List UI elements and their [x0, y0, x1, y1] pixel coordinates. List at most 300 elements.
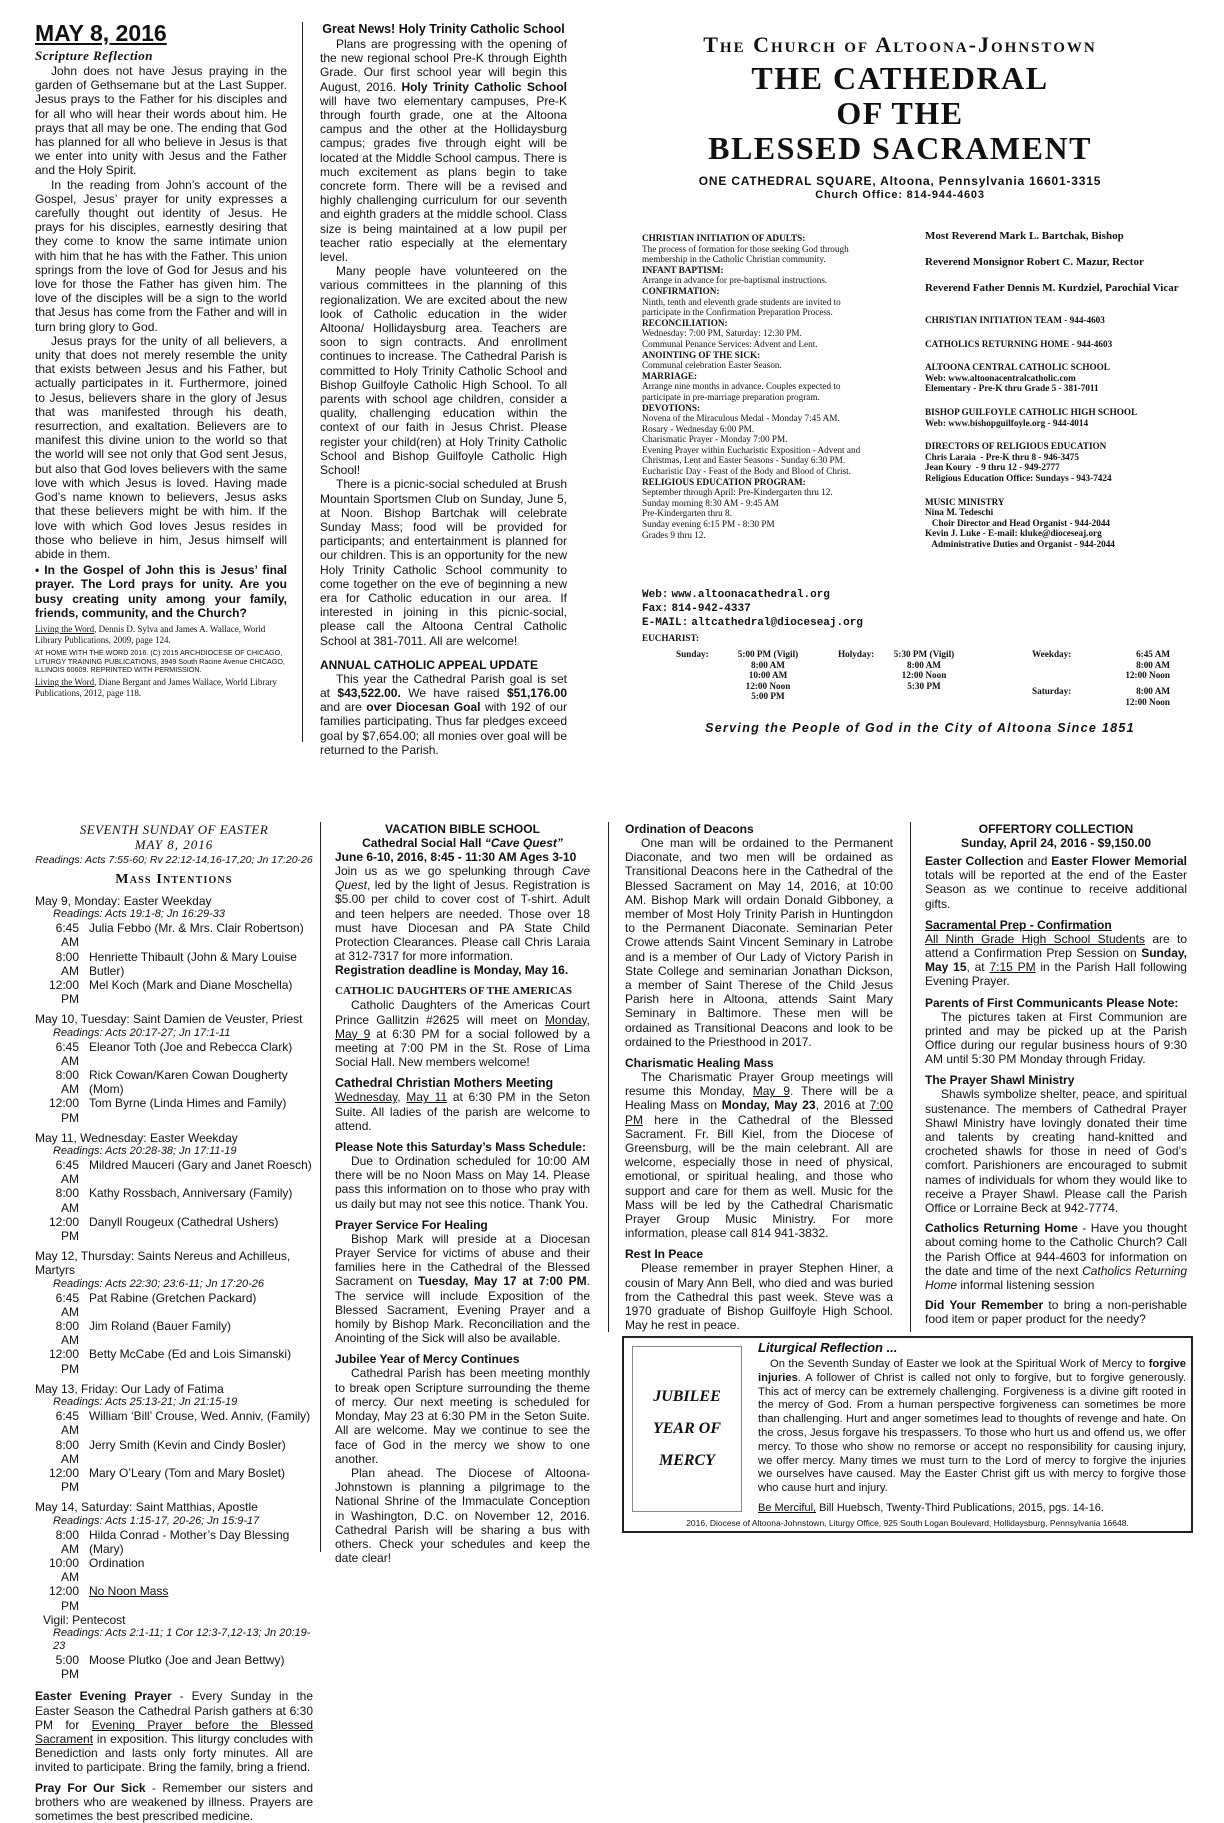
service-line: participate in the Confirmation Preparation Process. — [642, 307, 833, 318]
contact-block — [642, 588, 932, 628]
intention-day: May 13, Friday: Our Lady of Fatima — [35, 1381, 224, 1396]
service-line: Pre-Kindergarten thru 8. — [642, 508, 732, 519]
eep-c: in exposition. This liturgy concludes with Benediction and lasts only forty minutes. All are invited to participate. Bring the family, bring a friend. — [35, 1731, 313, 1775]
mass-time: 6:45 AM — [55, 1039, 79, 1068]
cathedral-title-3: BLESSED SACRAMENT — [708, 130, 1092, 166]
service-line: Wednesday: 7:00 PM, Saturday: 12:30 PM. — [642, 328, 802, 339]
lr-a: On the Seventh Sunday of Easter we look at the Spiritual Work of Mercy to — [770, 1358, 1149, 1370]
address: ONE CATHEDRAL SQUARE, Altoona, Pennsylvania 16601-3315 — [698, 174, 1102, 188]
divider-bottom-2 — [608, 822, 609, 1332]
intention-row — [35, 1215, 313, 1243]
rip-text: Please remember in prayer Stephen Hiner, a cousin of Mary Ann Bell, who died and was buried from the Cathedral this past week. Steve was a 1970 graduate of Bishop Guilfoyle High School. May he rest in peace. — [625, 1261, 893, 1333]
divider-bottom-3 — [910, 822, 911, 1332]
liturgical-reflection-footer: 2016, Diocese of Altoona-Johnstown, Liturgy Office, 925 South Logan Boulevard, Hollidaysburg, Pennsylvania 16648. — [686, 1518, 1129, 1528]
divider-bottom-1 — [320, 822, 321, 1552]
eep-heading: Easter Evening Prayer — [35, 1689, 172, 1704]
mass-time: 12:00 Noon — [1125, 696, 1170, 707]
chm-b: . There will be a Healing Mass on — [625, 1084, 893, 1113]
crh-a: - Have you thought about coming home to the Catholic Church? Call the Parish Office at 944-4603 for information on the date and time of the next — [925, 1221, 1187, 1278]
fax-row — [642, 602, 932, 616]
liturgical-reflection-text — [758, 1358, 1186, 1496]
service-line: Arrange in advance for pre-baptismal instructions. — [642, 275, 828, 286]
school-p1c: will have two elementary campuses, Pre-K through fourth grade, one at the Altoona campus and the other at the Hollidaysburg campus; grades five through eight will be located at the Middle School campus. There is much excitement as plans begin to take concrete form. There will be a revised and highly challenging curriculum for our seventh and eighth graders at the middle school. Class size is being maintained at a low pupil per teacher ratio especially at the elementary level. — [320, 93, 567, 265]
contact-group — [925, 497, 1195, 550]
mass-intention: Mildred Mauceri (Gary and Janet Roesch) — [89, 1158, 312, 1173]
service-heading: INFANT BAPTISM: — [642, 264, 724, 275]
charismatic-text — [625, 1070, 893, 1240]
web-label: Web: — [642, 589, 669, 601]
liturgical-reflection-box — [622, 1336, 1193, 1533]
contact-line: Nina M. Tedeschi — [925, 507, 994, 518]
appeal-goal: $43,522.00. — [337, 685, 401, 700]
holyday-label: Holyday: — [838, 649, 875, 659]
contact-group — [925, 441, 1195, 483]
vigil-heading: Vigil: Pentecost — [43, 1612, 126, 1627]
clergy-rector: Reverend Monsignor Robert C. Mazur, Rector — [925, 256, 1144, 268]
sr-paragraph-1: John does not have Jesus praying in the garden of Gethsemane but at the Last Supper. Jesus prays to the Father for his disciples and for all who will hear their words about him. He prays that all may be one. The ending that God has planned for all who believe in Jesus is that we enter into unity with Jesus and the Father and the Holy Spirit. — [35, 64, 287, 178]
intention-day: May 11, Wednesday: Easter Weekday — [35, 1130, 238, 1145]
confirmation-heading: Sacramental Prep - Confirmation — [925, 917, 1112, 932]
ordination-column — [625, 822, 893, 1332]
intention-row — [35, 1466, 313, 1494]
saturday-times — [1090, 686, 1170, 707]
mass-time: 8:00 AM — [907, 659, 941, 670]
conf-u1: All Ninth Grade High School Students — [925, 931, 1146, 946]
contact-line: DIRECTORS OF RELIGIOUS EDUCATION — [925, 441, 1107, 452]
service-heading: MARRIAGE: — [642, 370, 698, 381]
jubilee-text-2: Plan ahead. The Diocese of Altoona-Johnstown is planning a pilgrimage to the National Shrine of the Immaculate Conception in Washington, D.C. on November 12, 2016. Cathedral Parish will be sharing a bus with others. Check your schedules and keep the date clear! — [335, 1465, 590, 1566]
mass-time: 12:00 Noon — [1125, 670, 1170, 681]
mass-intention: Julia Febbo (Mr. & Mrs. Clair Robertson) — [89, 921, 304, 936]
mass-time: 6:45 AM — [1136, 649, 1170, 659]
citation-2 — [35, 677, 287, 699]
intention-row — [35, 950, 313, 978]
service-line: The process of formation for those seeking God through — [642, 243, 849, 254]
intention-day: May 14, Saturday: Saint Matthias, Apostle — [35, 1500, 258, 1515]
ordination-heading: Ordination of Deacons — [625, 822, 754, 836]
sick-heading: Pray For Our Sick — [35, 1780, 146, 1795]
vbs-heading: VACATION BIBLE SCHOOL — [385, 822, 540, 836]
sunday-readings: Readings: Acts 7:55-60; Rv 22:12-14,16-17,20; Jn 17:20-26 — [35, 854, 313, 866]
heal-c: . The service will include Exposition of the Blessed Sacrament, Evening Prayer and a homily by Bishop Mark. Reconciliation and the Anointing of the Sick will also be available. — [335, 1274, 590, 1346]
chm-u: May 9 — [752, 1084, 791, 1099]
mass-time: 10:00 AM — [48, 1555, 79, 1585]
appeal-b: We have raised — [400, 685, 507, 700]
ccm-heading: Cathedral Christian Mothers Meeting — [335, 1076, 554, 1091]
mass-time: 8:00 AM — [1136, 686, 1170, 696]
shawl-heading: The Prayer Shawl Ministry — [925, 1073, 1075, 1088]
intention-row — [35, 1319, 313, 1347]
service-line: Communal Penance Services: Advent and Lent. — [642, 338, 818, 349]
vbs-column — [335, 822, 591, 1566]
clergy-vicar: Reverend Father Dennis M. Kurdziel, Parochial Vicar — [925, 282, 1179, 294]
crh-text — [925, 1221, 1187, 1292]
off-and: and — [1023, 854, 1052, 868]
sick-body: - Remember our sisters and brothers who are weakened by illness. Prayers are sometimes the best prescribed medicine. — [35, 1780, 313, 1823]
mass-time: 6:45 AM — [55, 1158, 79, 1187]
jubilee-text-1: Cathedral Parish has been meeting monthly to break open Scripture surrounding the theme of mercy. Our next meeting is scheduled for Monday, May 23 at 6:30 PM in the Seton Suite. All are welcome. May we continue to see the face of God in the mercy we show to one another. — [335, 1366, 590, 1466]
contact-line: BISHOP GUILFOYLE CATHOLIC HIGH SCHOOL — [925, 406, 1138, 417]
service-heading: RELIGIOUS EDUCATION PROGRAM: — [642, 476, 806, 487]
intention-row — [35, 1556, 313, 1584]
mass-time: 8:00 AM — [751, 659, 785, 670]
mass-time: 12:00 PM — [48, 1347, 79, 1376]
eucharist-label: EUCHARIST: — [642, 633, 700, 643]
service-heading: CONFIRMATION: — [642, 285, 720, 296]
contact-group — [925, 339, 1195, 350]
lr-c: . A follower of Christ is called not only to forgive, but to forgive generously. This act of mercy can be extremely challenging. Forgiveness is a divine gift rooted in the mercy of God. From a human perspective forgiveness can sometimes be more than challenging. Hurt and anger sometimes lead to thoughts of revenge and hate. On the cross, Jesus forgave his trespassers. To those who hurt us and offend us, we offer mercy. To those who show no remorse or accept no responsibility for causing injury, we offer mercy. Many times we must turn to the Lord of mercy to forgive the injuries we ourselves have caused. May the Easter Christ gift us with mercy to forgive those who cause hurt and injury. — [758, 1371, 1186, 1495]
ccm-text — [335, 1090, 590, 1133]
citation-1 — [35, 624, 287, 646]
vigil-time: 5:00 PM — [55, 1652, 79, 1682]
contact-line: CATHOLICS RETURNING HOME - 944-4603 — [925, 338, 1113, 349]
off-rest: totals will be reported at the end of the Easter Season as we continue to receive additional gifts. — [925, 868, 1187, 911]
intention-row — [35, 1158, 313, 1186]
mass-time: 12:00 PM — [48, 1214, 79, 1244]
appeal-d: with 192 of our families participating. Thus far pledges exceed goal by $7,654.00; all monies over goal will be returned to the Parish. — [320, 700, 567, 757]
chm-time: 7:00 PM — [625, 1098, 894, 1127]
intention-row — [35, 1438, 313, 1466]
contact-group — [925, 407, 1195, 428]
contact-line: CHRISTIAN INITIATION TEAM - 944-4603 — [925, 315, 1105, 325]
offertory-date: Sunday, April 24, 2016 - $9,150.00 — [960, 836, 1152, 850]
service-line: Sunday morning 8:30 AM - 9:45 AM — [642, 497, 779, 508]
mass-intention: No Noon Mass — [89, 1584, 169, 1599]
vbs-deadline: Registration deadline is Monday, May 16. — [335, 963, 569, 978]
intention-readings: Readings: Acts 19:1-8; Jn 16:29-33 — [53, 908, 226, 921]
mass-time: 8:00 AM — [55, 1527, 79, 1556]
service-heading: ANOINTING OF THE SICK: — [642, 349, 761, 360]
intention-row — [35, 1068, 313, 1096]
service-line: Sunday evening 6:15 PM - 8:30 PM — [642, 519, 775, 530]
cda-a: Catholic Daughters of the Americas Court Prince Gallitzin #2625 will meet on — [335, 998, 590, 1027]
mass-time: 5:30 PM — [907, 680, 941, 691]
intentions-title: Mass Intentions — [115, 872, 233, 887]
saturday-label: Saturday: — [1032, 686, 1072, 696]
mass-time: 5:00 PM — [751, 691, 785, 702]
vigil-mass — [35, 1653, 313, 1681]
intention-row — [35, 1040, 313, 1068]
vbs-theme: “Cave Quest” — [484, 836, 563, 850]
mass-time: 5:00 PM (Vigil) — [737, 649, 799, 659]
school-heading: Great News! Holy Trinity Catholic School — [322, 22, 565, 36]
liturgical-reflection-citation — [758, 1502, 1104, 1515]
crh-i: Catholics Returning Home — [925, 1263, 1188, 1293]
chm-date: Monday, May 23 — [721, 1098, 816, 1113]
ccm-date: May 11 — [406, 1090, 448, 1105]
web-row — [642, 588, 932, 602]
first-communion-heading: Parents of First Communicants Please Note: — [925, 995, 1179, 1010]
jubilee-heading: Jubilee Year of Mercy Continues — [335, 1352, 520, 1367]
appeal-heading: ANNUAL CATHOLIC APPEAL UPDATE — [320, 657, 539, 672]
ccm-day: Wednesday — [335, 1090, 398, 1105]
contact-line: Web: www.altoonacentralcatholic.com — [925, 372, 1076, 383]
intention-row — [35, 1347, 313, 1375]
mass-time: 8:00 AM — [55, 1319, 79, 1348]
vbs-hall — [335, 836, 590, 850]
vbs-i: Cave Quest — [335, 864, 590, 893]
intention-row — [35, 1528, 313, 1556]
service-line: Evening Prayer within Eucharistic Exposition - Advent and — [642, 444, 861, 455]
church-name: The Church of Altoona-Johnstown — [703, 32, 1097, 57]
cda-text — [335, 998, 590, 1069]
mass-intention: Jim Roland (Bauer Family) — [89, 1319, 232, 1334]
dyr-text — [925, 1298, 1187, 1326]
contact-group — [925, 315, 1195, 326]
intention-row — [35, 921, 313, 949]
school-column — [320, 22, 568, 757]
mass-intention: Mary O’Leary (Tom and Mary Boslet) — [89, 1465, 286, 1480]
appeal-text — [320, 672, 567, 757]
mass-time: 12:00 Noon — [901, 670, 947, 681]
mass-time: 6:45 AM — [55, 1290, 79, 1319]
mass-time: 12:00 Noon — [745, 680, 791, 691]
appeal-c: and are — [320, 700, 367, 715]
heal-a: Bishop Mark will preside at a Diocesan Prayer Service for victims of abuse and their families here in the Cathedral of the Blessed Sacrament on — [335, 1231, 590, 1289]
offertory-column — [925, 822, 1187, 1332]
sunday-name: SEVENTH SUNDAY OF EASTER — [79, 822, 269, 837]
service-heading: CHRISTIAN INITIATION OF ADULTS: — [642, 233, 806, 243]
mass-intention: Kathy Rossbach, Anniversary (Family) — [89, 1186, 293, 1201]
mass-intention: Eleanor Toth (Joe and Rebecca Clark) — [89, 1039, 293, 1054]
evening-prayer-text — [35, 1689, 313, 1774]
scripture-column — [35, 20, 287, 740]
off-b2: Easter Flower Memorial — [1051, 854, 1187, 868]
masthead — [600, 30, 1200, 210]
sr-paragraph-2: In the reading from John’s account of the Gospel, Jesus’ prayer for unity expresses a carefully thought out identity of Jesus. He prays for his disciples, earnestly desiring that they come to know the same intimate union with him that he has with the Father. This union springs from the love of God for Jesus and his love for those the Father has given him. The love of the disciples will be a sign to the world that Jesus has come from the Father and will in turn bring glory to God. — [35, 177, 287, 334]
mass-time: 12:00 PM — [48, 1465, 79, 1495]
contact-line: Kevin J. Luke - E-mail: kluke@dioceseaj.org — [925, 528, 1102, 539]
contact-group — [925, 362, 1195, 394]
school-p1a: Plans are progressing with the opening of the new regional school Pre-K through Eighth Grade. Our first school year will begin this August, 2016. — [320, 37, 567, 94]
conf-time: 7:15 PM — [989, 960, 1036, 975]
contact-line: MUSIC MINISTRY — [925, 496, 1005, 507]
tagline: Serving the People of God in the City of Altoona Since 1851 — [705, 721, 1135, 735]
intention-readings: Readings: Acts 1:15-17, 20-26; Jn 15:9-17 — [53, 1514, 260, 1527]
clergy-bishop: Most Reverend Mark L. Bartchak, Bishop — [925, 230, 1124, 242]
cathedral-title-2: OF THE — [836, 95, 964, 131]
sr-question: • In the Gospel of John this is Jesus’ final prayer. The Lord prays for unity. Are you busy creating unity among your family, friends, community, and the Church? — [35, 563, 287, 620]
intention-day: May 12, Thursday: Saints Nereus and Achilleus, Martyrs — [35, 1249, 291, 1278]
sunday-times — [708, 649, 828, 702]
jubilee-logo — [632, 1346, 742, 1512]
intention-day: May 9, Monday: Easter Weekday — [35, 894, 212, 908]
healing-heading: Prayer Service For Healing — [335, 1217, 488, 1232]
intention-row — [35, 1186, 313, 1214]
school-paragraph-3: There is a picnic-social scheduled at Brush Mountain Sportsmen Club on Sunday, June 5, at Noon. Bishop Bartchak will celebrate Sunday Mass; food will be provided for participants; and entertainment is planned for our children. This is an opportunity for the new Holy Trinity Catholic School community to come together on the eve of beginning a new era for Catholic education in our area. If interested in joining in this picnic-social, please call the Altoona Central Catholic School at 381-7011. All are welcome! — [320, 477, 567, 648]
mass-time: 10:00 AM — [748, 670, 788, 681]
mass-intention: Rick Cowan/Karen Cowan Dougherty (Mom) — [89, 1068, 288, 1097]
service-line: participate in pre-marriage preparation program. — [642, 391, 820, 402]
fax-label: Fax: — [642, 603, 669, 615]
sunday-label: Sunday: — [676, 649, 709, 659]
cda-heading: CATHOLIC DAUGHTERS OF THE AMERICAS — [335, 985, 572, 998]
intention-row — [35, 978, 313, 1006]
intentions-column — [35, 822, 314, 1823]
healing-text — [335, 1232, 590, 1346]
saturday-note-heading: Please Note this Saturday’s Mass Schedule: — [335, 1140, 586, 1155]
liturgical-reflection-title: Liturgical Reflection ... — [758, 1340, 898, 1355]
intention-day: May 10, Tuesday: Saint Damien de Veuster, Priest — [35, 1012, 303, 1027]
vigil-intention: Moose Plutko (Joe and Jean Bettwy) — [89, 1652, 285, 1667]
service-line: September through April: Pre-Kindergarten thru 12. — [642, 487, 833, 498]
dyr-heading: Did Your Remember — [925, 1298, 1044, 1313]
clergy-block — [925, 230, 1195, 640]
vbs-a: Join us as we go spelunking through — [335, 864, 562, 878]
citation-small: AT HOME WITH THE WORD 2016. (C) 2015 ARCHDIOCESE OF CHICAGO, LITURGY TRAINING PUBLICATIONS, 3949 South Racine Avenue CHICAGO, ILLINOIS 60609. REPRINTED WITH PERMISSION. — [35, 647, 285, 675]
citation-2-rest: , Diane Bergant and James Wallace, World Library Publications, 2012, page 118. — [35, 676, 277, 698]
conf-b: , at — [966, 960, 990, 975]
ccm-sep: , — [397, 1090, 407, 1105]
appeal-raised: $51,176.00 — [506, 685, 568, 700]
contact-line: ALTOONA CENTRAL CATHOLIC SCHOOL — [925, 362, 1110, 373]
eucharist-schedule — [642, 633, 1182, 713]
mass-intention: Tom Byrne (Linda Himes and Family) — [89, 1096, 287, 1111]
crh-heading: Catholics Returning Home — [925, 1221, 1078, 1236]
sick-text — [35, 1781, 313, 1823]
mass-time: 8:00 AM — [55, 1186, 79, 1215]
conf-a: are to attend a Confirmation Prep Session on — [925, 931, 1187, 961]
mass-time: 6:45 AM — [55, 1409, 79, 1438]
heal-b: Tuesday, May 17 at 7:00 PM — [418, 1274, 587, 1289]
lr-cite-rest: Bill Huebsch, Twenty-Third Publications, 2015, pgs. 14-16. — [816, 1502, 1104, 1514]
chm-c: , 2016 at — [815, 1098, 870, 1113]
mass-intention: Betty McCabe (Ed and Lois Simanski) — [89, 1347, 292, 1362]
conf-date: Sunday, May 15 — [925, 946, 1187, 975]
school-paragraph-2: Many people have volunteered on the various committees in the planning of this regionalization. We are excited about the new look of Catholic education in the wider Altoona/ Hollidaysburg area. Teachers are soon to sign contracts. And enrollment continues to increase. The Cathedral Parish is committed to Holy Trinity Catholic School and Bishop Guilfoyle Catholic High School. To all parents with school age children, consider a quality, challenging education within the context of our faith in Jesus Christ. Please register your child(ren) at Holy Trinity Catholic School and Bishop Guilfoyle Catholic High School! — [320, 264, 567, 478]
mass-time: 8:00 AM — [55, 1068, 79, 1097]
lr-cite-title: Be Merciful, — [758, 1502, 817, 1514]
mass-intention: Hilda Conrad - Mother’s Day Blessing (Mary) — [89, 1527, 290, 1556]
page-date: MAY 8, 2016 — [35, 20, 167, 46]
mass-time: 8:00 AM — [55, 1437, 79, 1466]
church-office: Church Office: 814-944-4603 — [815, 189, 985, 201]
mass-intention: Ordination — [89, 1555, 145, 1570]
contact-line: Jean Koury - 9 thru 12 - 949-2777 — [925, 462, 1060, 473]
appeal-over: over Diocesan Goal — [366, 700, 481, 715]
intention-row — [35, 1096, 313, 1124]
offertory-text — [925, 854, 1187, 911]
service-line: Communal celebration Easter Season. — [642, 360, 782, 371]
intention-row — [35, 1584, 313, 1612]
service-heading: RECONCILIATION: — [642, 317, 728, 328]
service-line: Ninth, tenth and eleventh grade students are invited to — [642, 296, 841, 307]
contact-line: Choir Director and Head Organist - 944-2044 — [925, 517, 1111, 528]
mass-intention: Danyll Rougeux (Cathedral Ushers) — [89, 1214, 279, 1229]
lr-b: forgive injuries — [758, 1358, 1186, 1384]
jubilee-word-1: JUBILEE — [653, 1388, 721, 1405]
citation-1-title: Living the Word — [35, 623, 95, 634]
mass-time: 12:00 PM — [48, 978, 79, 1007]
email-row — [642, 616, 932, 630]
service-line: Novena of the Miraculous Medal - Monday 7:45 AM. — [642, 413, 840, 424]
crh-c: informal listening session — [957, 1278, 1095, 1293]
vigil-readings: Readings: Acts 2:1-11; 1 Cor 12:3-7,12-13; Jn 20:19-23 — [53, 1626, 311, 1652]
shawl-text: Shawls symbolize shelter, peace, and spiritual sustenance. The members of Cathedral Prayer Shawl Ministry have lovingly donated their time and talents by creating hand-knitted and crocheted shawls for those in need of God’s comfort. Parishioners are encouraged to submit names of individuals for whom they would like to receive a Prayer Shawl. Please call the Parish Office or Lorraine Beck at 942-7774. — [925, 1087, 1187, 1216]
mass-intention: Mel Koch (Mark and Diane Moschella) — [89, 978, 293, 993]
intention-row — [35, 1409, 313, 1437]
service-heading: DEVOTIONS: — [642, 402, 701, 413]
first-communion-text: The pictures taken at First Communion are printed and may be picked up at the Parish Office during our regular business hours of 9:30 AM until 5:30 PM Monday through Friday. — [925, 1009, 1187, 1067]
offertory-heading: OFFERTORY COLLECTION — [978, 822, 1134, 836]
email-label: E-MAIL: — [642, 617, 689, 629]
mass-time: 6:45 AM — [55, 921, 79, 950]
services-list — [642, 233, 924, 578]
intention-readings: Readings: Acts 20:28-38; Jn 17:11-19 — [53, 1145, 237, 1158]
citation-1-rest: , Dennis D. Sylva and James A. Wallace, World Library Publications, 2009, page 124. — [35, 623, 266, 645]
holyday-times — [864, 649, 984, 691]
ordination-text: One man will be ordained to the Permanent Diaconate, and two men will be ordained as Transitional Deacons here in the Cathedral of the Blessed Sacrament on May 14, 2016, at 10:00 AM. Bishop Mark will ordain Donald Gibboney, a member of Most Holy Trinity Parish in Huntingdon to the Permanent Diaconate. Seminarian Peter Crowe attends Saint Vincent Seminary in Latrobe and is a member of Our Lady of Victory Parish in State College and seminarian Jonathan Dickson, a member of Saint Therese of the Child Jesus Parish here in Altoona, attends Saint Mary Seminary in Baltimore. These men will be ordained as Transitional Deacons and look to be ordained to the Priesthood in 2017. — [625, 836, 893, 1049]
cathedral-title-1: THE CATHEDRAL — [751, 60, 1049, 96]
contact-line: Web: www.bishopguilfoyle.org - 944-4014 — [925, 417, 1089, 428]
web-link[interactable]: www.altoonacathedral.org — [671, 589, 830, 601]
vbs-b: , led by the light of Jesus. Registration is $5.00 per child to cover cost of T-shirt. Adult and teen helpers are needed. Those over 18 must have Diocesan and PA State Child Protection Clearances. Please call Chris Laraia at 312-7317 for more information. — [335, 878, 590, 964]
service-line: Arrange nine months in advance. Couples expected to — [642, 381, 841, 392]
saturday-note-text: Due to Ordination scheduled for 10:00 AM there will be no Noon Mass on May 14. Please pass this information on to those who pray with us daily but may not see this notice. Thank You. — [335, 1154, 590, 1211]
mass-intention: Pat Rabine (Gretchen Packard) — [89, 1290, 257, 1305]
chm-d: here in the Cathedral of the Blessed Sacrament. Fr. Bill Kiel, from the Diocese of Greensburg, will be the main celebrant. All are welcome, especially those in need of physical, emotional, or spiritual healing, and those who support and care for them as well. Music for the Mass will be led by the Cathedral Charismatic Prayer Group Music Ministry. For more information, please call 814 941-3832. — [625, 1112, 893, 1241]
mass-time: 12:00 PM — [48, 1096, 79, 1125]
mass-time: 5:30 PM (Vigil) — [893, 649, 955, 659]
ccm-b: at 6:30 PM in the Seton Suite. All ladies of the parish are welcome to attend. — [335, 1090, 591, 1133]
weekday-times — [1090, 649, 1170, 681]
service-line: Rosary - Wednesday 6:00 PM. — [642, 423, 755, 434]
confirmation-text — [925, 932, 1187, 989]
mass-intention: William ‘Bill’ Crouse, Wed. Anniv, (Family) — [89, 1409, 311, 1424]
service-line: Grades 9 thru 12. — [642, 529, 706, 540]
school-name: Holy Trinity Catholic School — [401, 79, 567, 94]
chm-a: The Charismatic Prayer Group meetings will resume this Monday, — [625, 1070, 893, 1099]
school-paragraph-1 — [320, 37, 567, 264]
intention-row — [35, 1291, 313, 1319]
contact-line: Administrative Duties and Organist - 944-2044 — [925, 538, 1115, 549]
mass-intention: Jerry Smith (Kevin and Cindy Bosler) — [89, 1437, 286, 1452]
mass-time: 12:00 PM — [48, 1584, 79, 1613]
jubilee-word-2: YEAR OF — [652, 1420, 721, 1437]
sunday-date: MAY 8, 2016 — [134, 837, 214, 852]
service-line: Eucharistic Day - Feast of the Body and Blood of Christ. — [642, 466, 851, 477]
email-link[interactable]: altcathedral@dioceseaj.org — [691, 617, 863, 629]
jubilee-word-3: MERCY — [658, 1452, 715, 1469]
intention-readings: Readings: Acts 20:17-27; Jn 17:1-11 — [53, 1026, 231, 1039]
weekday-label: Weekday: — [1032, 649, 1072, 659]
conf-c: in the Parish Hall following Evening Prayer. — [925, 960, 1187, 989]
mass-time: 8:00 AM — [55, 949, 79, 978]
off-b1: Easter Collection — [925, 854, 1024, 868]
citation-2-title: Living the Word — [35, 676, 95, 687]
mass-intention: Henriette Thibault (John & Mary Louise Butler) — [89, 949, 297, 978]
contact-line: Elementary - Pre-K thru Grade 5 - 381-7011 — [925, 383, 1099, 394]
fax-number: 814-942-4337 — [671, 603, 751, 615]
cda-b: at 6:30 PM for a social followed by a meeting at 7:00 PM in the St. Rose of Lima Social Hall. New members welcome! — [335, 1026, 590, 1070]
eep-underline: Evening Prayer before the Blessed Sacrament — [35, 1717, 314, 1746]
appeal-a: This year the Cathedral Parish goal is set at — [320, 671, 567, 700]
vbs-text — [335, 864, 590, 963]
service-line: membership in the Catholic Christian community. — [642, 254, 826, 265]
scripture-title: Scripture Reflection — [35, 48, 153, 63]
intention-readings: Readings: Acts 22:30; 23:6-11; Jn 17:20-26 — [53, 1277, 264, 1290]
dyr-body: to bring a non-perishable food item or paper product for the needy? — [925, 1298, 1187, 1327]
sr-paragraph-3: Jesus prays for the unity of all believers, a unity that does not merely resemble the unity that exists between Jesus and his Father, but actually participates in it. Furthermore, joined to Jesus, believers share in the glory of Jesus that was manifested through his death, resurrection, and exaltation. Believers are to manifest this divine union to the world so that the world will see not only that God sent Jesus, but also that God loves believers with the same love with which Jesus is loved. Having made God’s name known to believers, Jesus asks that these believers might be with him. If the love with which God loves Jesus resides in those who believe in him, Jesus himself will abide in them. — [35, 333, 287, 561]
mass-time: 8:00 AM — [1136, 659, 1170, 670]
service-line: Charismatic Prayer - Monday 7:00 PM. — [642, 434, 788, 445]
eep-a: - Every Sunday in the Easter Season the Cathedral Parish gathers at 6:30 PM for — [35, 1689, 314, 1732]
vbs-hall-name: Cathedral Social Hall — [362, 836, 485, 850]
contact-line: Religious Education Office: Sundays - 943-7424 — [925, 472, 1112, 483]
vbs-dates: June 6-10, 2016, 8:45 - 11:30 AM Ages 3-10 — [335, 850, 577, 864]
service-line: Christmas, Lent and Easter Seasons - Sunday 6:30 PM. — [642, 455, 846, 466]
cda-date: Monday, May 9 — [335, 1012, 590, 1041]
